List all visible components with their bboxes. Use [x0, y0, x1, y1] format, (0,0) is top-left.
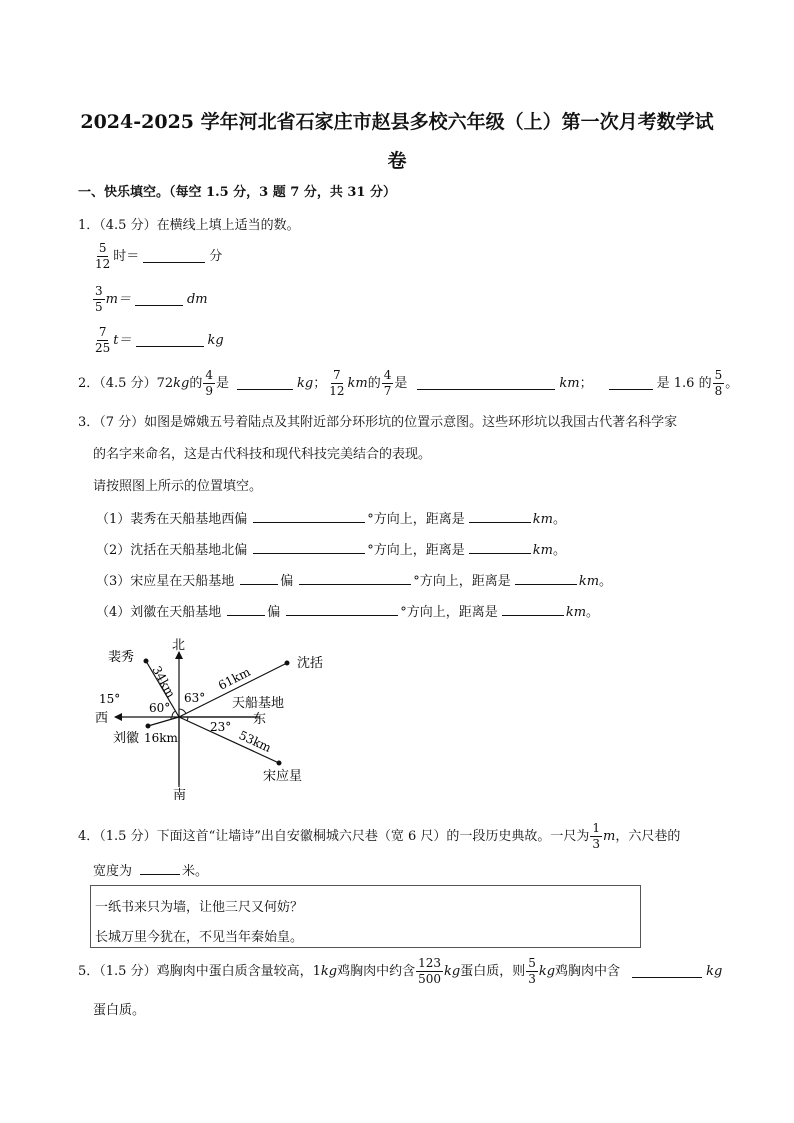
- q5-text: 5．（1.5 分）鸡胸肉中蛋白质含量较高，1: [78, 963, 321, 979]
- q2-text: 是: [215, 375, 229, 391]
- q3-sub-text: 。: [553, 512, 567, 527]
- unit-text: kg: [320, 963, 338, 979]
- unit-text: km: [559, 375, 580, 391]
- unit-text: 分: [209, 248, 223, 264]
- fraction: $\frac{3}{5}$: [95, 284, 103, 314]
- q5-line1: [78, 957, 722, 985]
- label-south: 南: [173, 788, 187, 803]
- q2-text: 是 1.6 的: [656, 375, 712, 391]
- q5-text: 鸡胸肉中含: [555, 963, 621, 979]
- q3-sub-text: °方向上，距离是: [413, 574, 511, 589]
- unit-text: km: [347, 375, 368, 391]
- q3-stem-2: 的名字来命名，这是古代科技和现代科技完美结合的表现。: [93, 447, 432, 462]
- label-center: 天船基地: [232, 696, 285, 711]
- q5-text: 蛋白质，则: [460, 963, 526, 979]
- q2-prefix: 2．（4.5 分）72: [78, 375, 174, 391]
- label-north: 北: [172, 638, 186, 653]
- unit-text: m: [603, 828, 616, 844]
- q5-text: 鸡胸肉中约含: [337, 963, 416, 979]
- label-dist-songyingxing: 53km: [236, 728, 274, 756]
- answer-blank[interactable]: [140, 862, 180, 875]
- q3-stem-3: 请按照图上所示的位置填空。: [93, 479, 263, 494]
- unit-text: kg: [538, 963, 556, 979]
- page-title-line2: 卷: [387, 150, 407, 172]
- q3-sub-text: 。: [586, 605, 600, 620]
- unit-text: kg: [207, 332, 224, 348]
- fraction: $\frac{5}{8}$: [714, 368, 723, 398]
- point-shenkuo: [285, 661, 290, 666]
- unit-text: kg: [443, 963, 461, 979]
- unit-text: km: [565, 605, 587, 620]
- q3-sub-text: 。: [553, 543, 567, 558]
- unit-text: dm: [186, 291, 208, 307]
- label-dist-peixiu: 34km: [149, 663, 179, 701]
- q3-sub-text: （2）沈括在天船基地北偏: [96, 543, 248, 558]
- unit-text: km: [578, 574, 600, 589]
- point-songyingxing: [277, 761, 282, 766]
- angle-arc: [172, 711, 175, 717]
- q3-sub-text: 偏: [280, 574, 294, 589]
- q4-text: 4．（1.5 分）下面这首“让墙诗”出自安徽桐城六尺巷（宽 6 尺）的一段历史典故。一尺为: [78, 828, 590, 844]
- unit-text: km: [532, 543, 554, 558]
- label-liuhui: 刘徽: [113, 731, 140, 746]
- q3-sub-text: 偏: [267, 605, 281, 620]
- fraction: $\frac{123}{500}$: [418, 956, 441, 986]
- q3-sub-text: （4）刘徽在天船基地: [96, 605, 222, 620]
- q1-stem: 1．（4.5 分）在横线上填上适当的数。: [78, 218, 300, 233]
- fraction: $\frac{7}{12}$: [329, 368, 345, 398]
- unit-text: kg: [297, 375, 314, 391]
- unit-text: km: [532, 512, 554, 527]
- unit-text: kg: [173, 375, 190, 391]
- fraction: $\frac{4}{9}$: [205, 368, 213, 398]
- q2-text: 的: [189, 375, 203, 391]
- q4-line1: [78, 822, 680, 850]
- label-east: 东: [253, 712, 267, 727]
- q3-sub-text: （3）宋应星在天船基地: [96, 574, 235, 589]
- q3-sub-text: 。: [599, 574, 613, 589]
- q4-text: ，六尺巷的: [615, 828, 681, 844]
- q2-text: 的: [367, 375, 381, 391]
- q5-line2: 蛋白质。: [93, 1003, 146, 1018]
- answer-blank[interactable]: [632, 965, 702, 978]
- q3-sub-text: （1）裴秀在天船基地西偏: [96, 512, 248, 527]
- poem-line1: 一纸书来只为墙，让他三尺又何妨？: [95, 900, 304, 915]
- point-liuhui: [146, 724, 151, 729]
- q4-line2: [93, 862, 208, 878]
- poem-box: [90, 885, 641, 948]
- unit-text: t＝: [113, 332, 132, 348]
- fraction: $\frac{5}{12}$: [95, 241, 111, 271]
- ray-liuhui: [148, 717, 179, 726]
- page-title-line1: 2024-2025 学年河北省石家庄市赵县多校六年级（上）第一次月考数学试: [80, 111, 714, 133]
- label-angle-63: 63°: [184, 691, 206, 705]
- q3-stem-1: 3．（7 分）如图是嫦娥五号着陆点及其附近部分环形坑的位置示意图。这些环形坑以我国古代著名科学家: [78, 415, 678, 430]
- q3-sub-text: °方向上，距离是: [367, 543, 465, 558]
- label-west: 西: [95, 711, 109, 726]
- label-angle-15: 15°: [99, 692, 121, 706]
- q3-sub-text: °方向上，距离是: [367, 512, 465, 527]
- unit-text: 时＝: [113, 248, 140, 264]
- q2-text: 是: [394, 375, 408, 391]
- fraction: $\frac{5}{3}$: [528, 956, 536, 986]
- q2-text: ；: [579, 375, 593, 391]
- q2-text: ；: [313, 375, 327, 391]
- label-songyingxing: 宋应星: [263, 769, 303, 784]
- label-peixiu: 裴秀: [108, 650, 135, 665]
- label-angle-60: 60°: [149, 701, 171, 715]
- angle-arc: [179, 709, 186, 714]
- fraction: $\frac{7}{25}$: [95, 325, 111, 355]
- q2-text: 。: [725, 375, 739, 391]
- fraction: $\frac{4}{7}$: [383, 368, 392, 398]
- unit-text: kg: [706, 963, 723, 979]
- label-dist-liuhui: 16km: [144, 731, 178, 745]
- q4-text: 宽度为: [93, 864, 133, 879]
- poem-line2: 长城万里今犹在，不见当年秦始皇。: [95, 930, 304, 945]
- label-angle-23: 23°: [210, 720, 232, 734]
- point-peixiu: [144, 659, 149, 664]
- label-shenkuo: 沈括: [297, 656, 324, 671]
- label-dist-shenkuo: 61km: [216, 664, 253, 693]
- fraction: $\frac{1}{3}$: [592, 821, 601, 851]
- unit-text: m＝: [105, 291, 131, 307]
- q4-text: 米。: [182, 864, 209, 879]
- section-heading: 一、快乐填空。（每空 1.5 分，3 题 7 分，共 31 分）: [78, 185, 396, 200]
- q3-sub-text: °方向上，距离是: [400, 605, 498, 620]
